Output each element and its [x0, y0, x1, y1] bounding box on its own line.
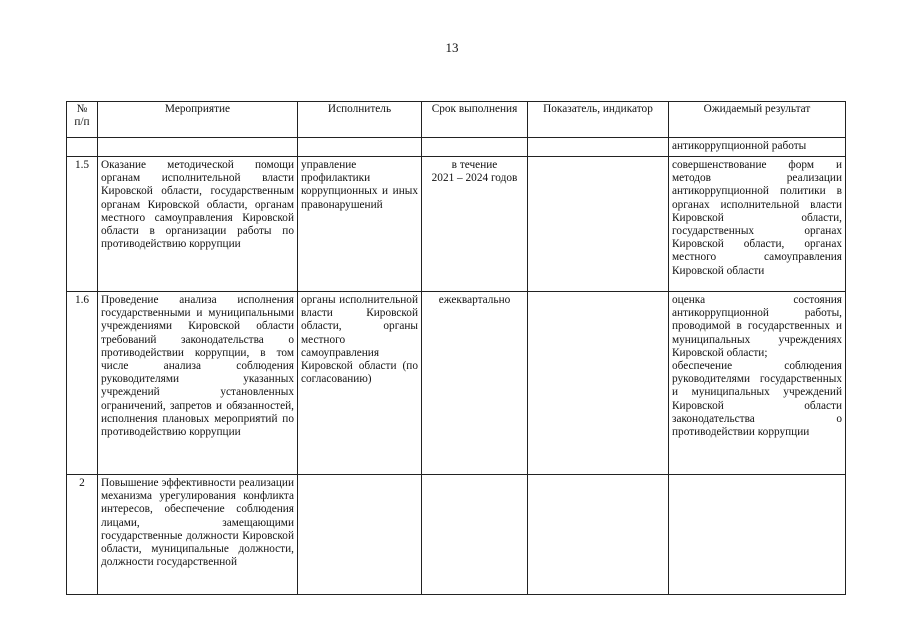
header-number: № п/п [67, 102, 98, 138]
cell-indicator [528, 475, 669, 595]
cell-term [422, 475, 528, 595]
header-executor: Исполнитель [298, 102, 422, 138]
cell-indicator [528, 138, 669, 157]
header-activity: Мероприятие [98, 102, 298, 138]
cell-activity [98, 138, 298, 157]
header-term: Срок выполнения [422, 102, 528, 138]
header-indicator: Показатель, индикатор [528, 102, 669, 138]
cell-number [67, 138, 98, 157]
cell-indicator [528, 157, 669, 292]
cell-executor: органы исполнительной власти Кировской области, органы местного самоуправления Кировской области (по согласованию) [298, 292, 422, 475]
cell-result [669, 475, 846, 595]
cell-result: оценка состояния антикоррупционной работы, проводимой в государственных и муниципальных учреждениях Кировской области; обеспечение соблюдения руководителями государственных и муниципальных учреждений Кировской области законодательства о противодействии коррупции [669, 292, 846, 475]
cell-activity: Проведение анализа исполнения государственными и муниципальными учреждениями Кировской области требований законодательства о противодействии коррупции, в том числе анализа соблюдения руководителями указанных учреждений установленных ограничений, запретов и обязанностей, исполнения плановых мероприятий по противодействию коррупции [98, 292, 298, 475]
measures-table [66, 101, 846, 595]
cell-executor [298, 475, 422, 595]
cell-term: ежеквартально [422, 292, 528, 475]
cell-indicator [528, 292, 669, 475]
table-row [67, 157, 846, 292]
cell-term: в течение 2021 – 2024 годов [422, 157, 528, 292]
cell-term [422, 138, 528, 157]
cell-number: 1.5 [67, 157, 98, 292]
cell-executor [298, 138, 422, 157]
page-number: 13 [445, 40, 459, 55]
cell-number: 2 [67, 475, 98, 595]
cell-executor: управление профилактики коррупционных и иных правонарушений [298, 157, 422, 292]
cell-number: 1.6 [67, 292, 98, 475]
table-row [67, 138, 846, 157]
cell-result: совершенствование форм и методов реализации антикоррупционной политики в органах исполнительной власти Кировской области, государственных органах Кировской области, органах местного самоуправления Кировской области [669, 157, 846, 292]
header-result: Ожидаемый результат [669, 102, 846, 138]
table-row [67, 475, 846, 595]
cell-result: антикоррупционной работы [669, 138, 846, 157]
table-row [67, 292, 846, 475]
cell-activity: Оказание методической помощи органам исполнительной власти Кировской области, государственным органам Кировской области, органам местного самоуправления Кировской области в организации работы по противодействию коррупции [98, 157, 298, 292]
table-header-row [67, 102, 846, 138]
cell-activity: Повышение эффективности реализации механизма урегулирования конфликта интересов, обеспечение соблюдения лицами, замещающими государственные должности Кировской области, муниципальные должности, должности государственной [98, 475, 298, 595]
